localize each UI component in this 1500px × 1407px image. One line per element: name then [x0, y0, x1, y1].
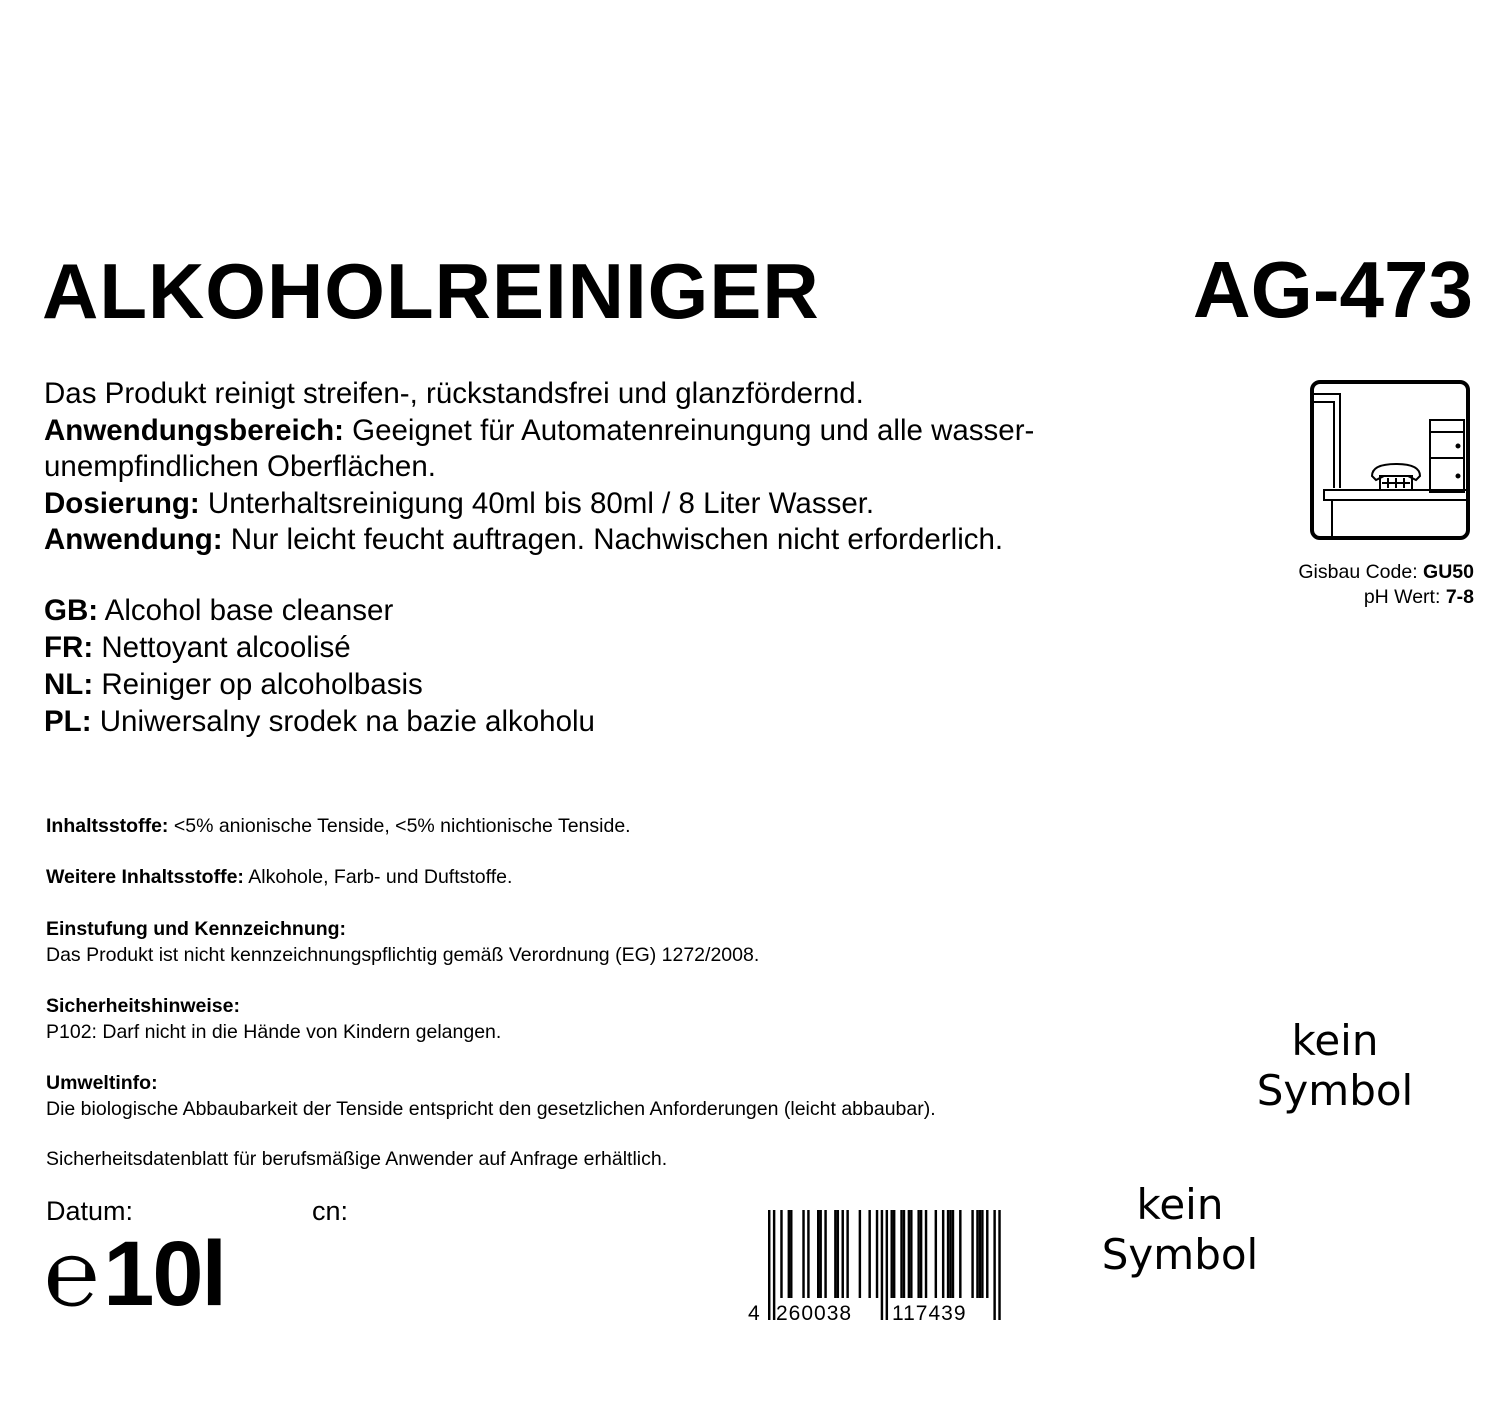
sds-text: Sicherheitsdatenblatt für berufsmäßige Anwender auf Anfrage erhältlich. [46, 1148, 668, 1170]
barcode-bar [768, 1210, 770, 1320]
barcode-bar [920, 1210, 922, 1298]
translation-item [44, 592, 595, 629]
barcode-bar [917, 1210, 919, 1298]
barcode-bar [993, 1210, 995, 1320]
translation-item [44, 666, 595, 703]
area-line-1 [44, 413, 1164, 450]
barcode-bar [971, 1210, 973, 1298]
usage-label: Anwendung: [44, 523, 223, 556]
dose-line [44, 486, 1164, 523]
barcode-bar [942, 1210, 944, 1298]
barcode-bar [790, 1210, 792, 1298]
ph-label: pH Wert: [1363, 586, 1446, 608]
symbol-line-1: kein [1291, 1016, 1379, 1065]
env-label: Umweltinfo: [46, 1072, 158, 1094]
barcode-digits-right: 117439 [892, 1302, 967, 1324]
volume-value: 10l [103, 1223, 226, 1325]
barcode-bar [893, 1210, 895, 1298]
barcode-bar [935, 1210, 937, 1298]
cn-label: cn: [312, 1196, 349, 1226]
barcode-bar [773, 1210, 775, 1320]
env-text: Die biologische Abbaubarkeit der Tenside entspricht den gesetzlichen Anforderungen (leicht abbaubar). [46, 1098, 936, 1120]
barcode-bar [819, 1210, 821, 1298]
further-text: Alkohole, Farb- und Duftstoffe. [243, 866, 513, 888]
barcode-bar [986, 1210, 988, 1298]
translation-item [44, 703, 595, 740]
barcode-bar [817, 1210, 819, 1298]
product-code: AG-473 [1192, 245, 1473, 334]
classification-block [46, 916, 759, 968]
barcode-bar [886, 1210, 888, 1320]
barcode-bar [900, 1210, 902, 1298]
product-name: ALKOHOLREINIGER [42, 247, 820, 335]
lang-code: GB: [44, 594, 99, 627]
barcode-bar [807, 1210, 809, 1298]
lang-code: PL: [44, 705, 92, 738]
classification-text: Das Produkt ist nicht kennzeichnungspflichtig gemäß Verordnung (EG) 1272/2008. [46, 944, 760, 966]
lang-text: Reiniger op alcoholbasis [93, 668, 423, 701]
further-ingredients-line [46, 864, 512, 890]
barcode-bar [780, 1210, 782, 1298]
secondary-symbol-placeholder [1095, 1180, 1265, 1280]
barcode-bar [998, 1210, 1000, 1320]
barcode-bar [979, 1210, 981, 1298]
lang-text: Uniwersalny srodek na bazie alkoholu [91, 705, 595, 738]
barcode-bar [947, 1210, 949, 1298]
safety-text: P102: Darf nicht in die Hände von Kindern gelangen. [46, 1021, 502, 1043]
barcode-bar [859, 1210, 861, 1298]
barcode-bar [824, 1210, 826, 1298]
area-label: Anwendungsbereich: [44, 413, 344, 447]
barcode-graphic [748, 1208, 1008, 1324]
symbol-line-1: kein [1136, 1180, 1224, 1229]
symbol-line-2: Symbol [1101, 1230, 1259, 1279]
barcode-bar [837, 1210, 839, 1298]
hazard-symbol-placeholder [1250, 1016, 1420, 1116]
description-block [44, 376, 1164, 559]
barcode-bar [981, 1210, 983, 1298]
barcode-bar [908, 1210, 910, 1298]
office-desk-telephone-icon [1310, 380, 1470, 540]
ingredients-line [46, 813, 631, 839]
barcode-bar [952, 1210, 954, 1298]
gisbau-code [1298, 560, 1474, 585]
lang-code: NL: [44, 668, 94, 701]
lang-text: Nettoyant alcoolisé [93, 631, 351, 664]
estimated-sign-icon: ℮ [44, 1220, 100, 1327]
barcode-digits-left: 260038 [776, 1302, 853, 1324]
barcode-bar [846, 1210, 848, 1298]
safety-block [46, 993, 501, 1045]
dose-text: Unterhaltsreinigung 40ml bis 80ml / 8 Liter Wasser. [199, 486, 875, 520]
barcode-bar [903, 1210, 905, 1298]
barcode-bar [949, 1210, 951, 1298]
area-text-1: Geeignet für Automatenreinungung und alle wasser- [343, 413, 1035, 447]
barcode-bar [891, 1210, 893, 1298]
meta-info [1298, 560, 1474, 610]
lang-text: Alcohol base cleanser [98, 594, 394, 627]
translation-item [44, 629, 595, 666]
translations-list [44, 592, 595, 740]
usage-line [44, 522, 1164, 559]
barcode-digit-first: 4 [748, 1302, 760, 1324]
lang-code: FR: [44, 631, 94, 664]
ingredients-text: <5% anionische Tenside, <5% nichtionische Tenside. [168, 815, 631, 837]
volume-block [44, 1220, 226, 1327]
barcode-bar [802, 1210, 804, 1298]
gisbau-label: Gisbau Code: [1298, 561, 1424, 583]
barcode-bar [868, 1210, 870, 1298]
dose-label: Dosierung: [44, 486, 200, 520]
area-line-2: unempfindlichen Oberflächen. [44, 450, 436, 483]
barcode-bar [881, 1210, 883, 1320]
gisbau-value: GU50 [1423, 561, 1474, 583]
date-label: Datum: [46, 1196, 134, 1226]
symbol-line-2: Symbol [1256, 1066, 1414, 1115]
sds-line [46, 1146, 667, 1172]
barcode-bar [925, 1210, 927, 1298]
barcode-bar [834, 1210, 836, 1298]
ingredients-label: Inhaltsstoffe: [46, 815, 169, 837]
ph-value [1298, 585, 1474, 610]
barcode-bar [910, 1210, 912, 1298]
ph-number: 7-8 [1445, 586, 1474, 608]
barcode-bar [842, 1210, 844, 1298]
barcode-bar [788, 1210, 790, 1298]
barcode-bar [959, 1210, 961, 1298]
environment-block [46, 1070, 936, 1122]
barcode-bar [976, 1210, 978, 1298]
barcode [748, 1208, 1008, 1324]
usage-text: Nur leicht feucht auftragen. Nachwischen nicht erforderlich. [222, 523, 1004, 556]
classification-label: Einstufung und Kennzeichnung: [46, 918, 347, 940]
intro-text: Das Produkt reinigt streifen-, rückstandsfrei und glanzfördernd. [44, 377, 864, 410]
further-label: Weitere Inhaltsstoffe: [46, 866, 244, 888]
barcode-bar [876, 1210, 878, 1298]
safety-label: Sicherheitshinweise: [46, 995, 240, 1017]
